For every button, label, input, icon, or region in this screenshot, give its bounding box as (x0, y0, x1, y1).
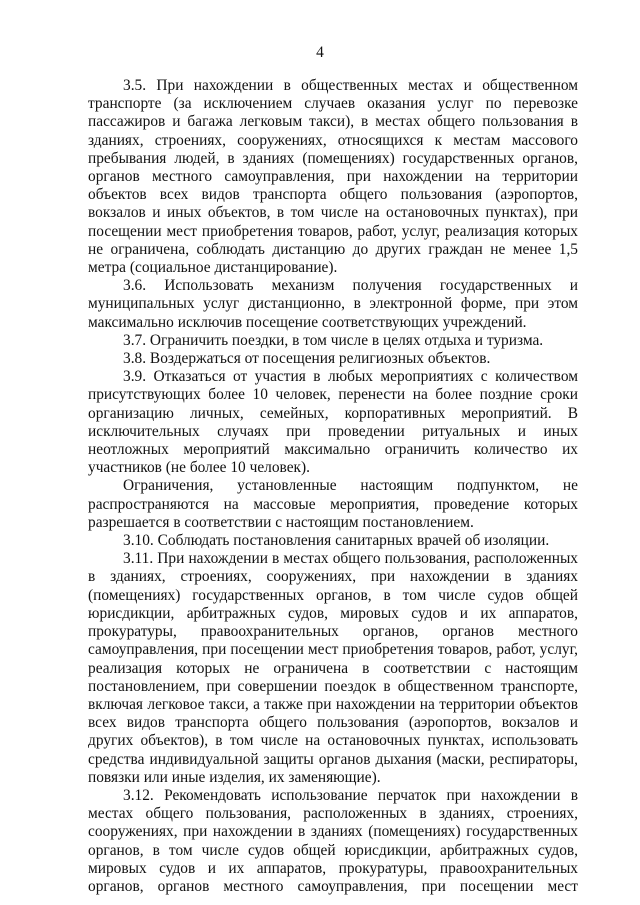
paragraph-3-10: 3.10. Соблюдать постановления санитарных врачей об изоляции. (123, 532, 550, 550)
paragraph-3-5: 3.5. При нахождении в общественных местах и общественном транспорте (за исключением случаев оказания услуг по перевозке пассажиров и багажа легковым такси), в местах общего пользования в зданиях, строениях, сооружениях, относящихся к местам массового пребывания людей, в зданиях (помещениях) государственных органов, органов местного самоуправления, при нахождении на территории объектов всех видов транспорта общего пользования (аэропортов, вокзалов и иных объектов, в том числе на остановочных пунктах), при посещении мест приобретения товаров, работ, услуг, реализация которых не ограничена, соблюдать дистанцию до других граждан не менее 1,5 метра (социальное дистанцирование). (88, 77, 578, 277)
paragraph-3-8: 3.8. Воздержаться от посещения религиозных объектов. (123, 350, 491, 368)
paragraph-3-11: 3.11. При нахождении в местах общего пользования, расположенных в зданиях, строениях, сооружениях, при нахождении в зданиях (помещениях) государственных органов, в том числе судов общей юрисдикции, арбитражных судов, мировых судов и их аппаратов, прокуратуры, правоохранительных органов, органов местного самоуправления, при посещении мест приобретения товаров, работ, услуг, реализация которых не ограничена в соответствии с настоящим постановлением, при совершении поездок в общественном транспорте, включая легковое такси, а также при нахождении на территории объектов всех видов транспорта общего пользования (аэропортов, вокзалов и других объектов), в том числе на остановочных пунктах, использовать средства индивидуальной защиты органов дыхания (маски, респираторы, повязки или иные изделия, их заменяющие). (88, 550, 578, 786)
paragraph-3-12: 3.12. Рекомендовать использование перчаток при нахождении в местах общего пользования, расположенных в зданиях, строениях, сооружениях, при нахождении в зданиях (помещениях) государственных органов, в том числе судов общей юрисдикции, арбитражных судов, мировых судов и их аппаратов, прокуратуры, правоохранительных органов, органов местного самоуправления, при посещении мест (88, 786, 578, 895)
page-number: 4 (316, 44, 324, 61)
paragraph-restrictions: Ограничения, установленные настоящим подпунктом, не распространяются на массовые мероприятия, проведение которых разрешается в соответствии с настоящим постановлением. (88, 477, 578, 531)
paragraph-3-9: 3.9. Отказаться от участия в любых мероприятиях с количеством присутствующих более 10 человек, перенести на более поздние сроки организацию личных, семейных, корпоративных мероприятий. В исключительных случаях при проведении ритуальных и иных неотложных мероприятий максимально ограничить количество их участников (не более 10 человек). (88, 368, 578, 477)
document-body (88, 77, 578, 896)
paragraph-3-7: 3.7. Ограничить поездки, в том числе в целях отдыха и туризма. (123, 331, 544, 349)
paragraph-3-6: 3.6. Использовать механизм получения государственных и муниципальных услуг дистанционно, в электронной форме, при этом максимально исключив посещение соответствующих учреждений. (88, 277, 578, 331)
